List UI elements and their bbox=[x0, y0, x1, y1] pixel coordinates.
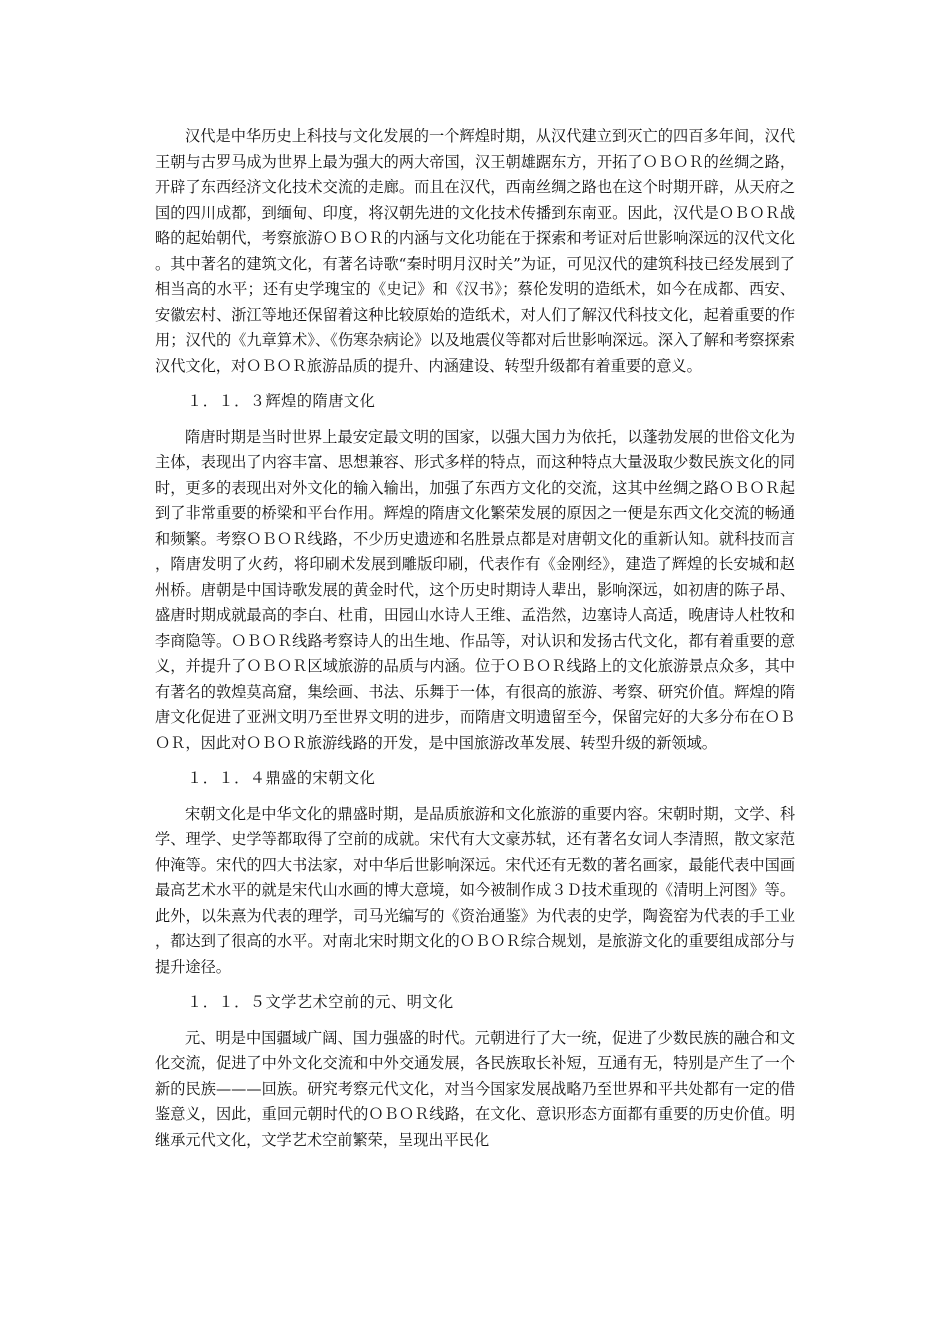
document-body bbox=[155, 124, 795, 1163]
paragraph-song: 宋朝文化是中华文化的鼎盛时期，是品质旅游和文化旅游的重要内容。宋朝时期，文学、科学、理学、史学等都取得了空前的成就。宋代有大文豪苏轼，还有著名女词人李清照，散文家范仲淹等。宋代的四大书法家，对中华后世影响深远。宋代还有无数的著名画家，最能代表中国画最高艺术水平的就是宋代山水画的博大意境，如今被制作成３Ｄ技术重现的《清明上河图》等。此外，以朱熹为代表的理学，司马光编写的《资治通鉴》为代表的史学，陶瓷窑为代表的手工业，都达到了很高的水平。对南北宋时期文化的ＯＢＯＲ综合规划，是旅游文化的重要组成部分与提升途径。 bbox=[155, 804, 795, 976]
paragraph-han-dynasty: 汉代是中华历史上科技与文化发展的一个辉煌时期，从汉代建立到灭亡的四百多年间，汉代王朝与古罗马成为世界上最为强大的两大帝国，汉王朝雄踞东方，开拓了ＯＢＯＲ的丝绸之路，开辟了东西经济文化技术交流的走廊。而且在汉代，西南丝绸之路也在这个时期开辟，从天府之国的四川成都，到缅甸、印度，将汉朝先进的文化技术传播到东南亚。因此，汉代是ＯＢＯＲ战略的起始朝代，考察旅游ＯＢＯＲ的内涵与文化功能在于探索和考证对后世影响深远的汉代文化。其中著名的建筑文化，有著名诗歌“秦时明月汉时关”为证，可见汉代的建筑科技已经发展到了相当高的水平；还有史学瑰宝的《史记》和《汉书》；蔡伦发明的造纸术，如今在成都、西安、安徽宏村、浙江等地还保留着这种比较原始的造纸术，对人们了解汉代科技文化，起着重要的作用；汉代的《九章算术》、《伤寒杂病论》以及地震仪等都对后世影响深远。深入了解和考察探索汉代文化，对ＯＢＯＲ旅游品质的提升、内涵建设、转型升级都有着重要的意义。 bbox=[155, 127, 795, 375]
section-heading-yuan-ming: １．１．５文学艺术空前的元、明文化 bbox=[187, 993, 454, 1011]
section-heading-sui-tang: １．１．３辉煌的隋唐文化 bbox=[187, 392, 376, 410]
paragraph-yuan-ming: 元、明是中国疆域广阔、国力强盛的时代。元朝进行了大一统，促进了少数民族的融合和文化交流，促进了中外文化交流和中外交通发展，各民族取长补短，互通有无，特别是产生了一个新的民族———回族。研究考察元代文化，对当今国家发展战略乃至世界和平共处都有一定的借鉴意义，因此，重回元朝时代的ＯＢＯＲ线路，在文化、意识形态方面都有重要的历史价值。明继承元代文化，文学艺术空前繁荣，呈现出平民化 bbox=[155, 1028, 795, 1149]
paragraph-sui-tang: 隋唐时期是当时世界上最安定最文明的国家，以强大国力为依托，以蓬勃发展的世俗文化为主体，表现出了内容丰富、思想兼容、形式多样的特点，而这种特点大量汲取少数民族文化的同时，更多的表现出对外文化的输入输出，加强了东西方文化的交流，这其中丝绸之路ＯＢＯＲ起到了非常重要的桥梁和平台作用。辉煌的隋唐文化繁荣发展的原因之一便是东西文化交流的畅通和频繁。考察ＯＢＯＲ线路，不少历史遗迹和名胜景点都是对唐朝文化的重新认知。就科技而言，隋唐发明了火药，将印刷术发展到雕版印刷，代表作有《金刚经》，建造了辉煌的长安城和赵州桥。唐朝是中国诗歌发展的黄金时代，这个历史时期诗人辈出，影响深远，如初唐的陈子昂、盛唐时期成就最高的李白、杜甫，田园山水诗人王维、孟浩然，边塞诗人高适，晚唐诗人杜牧和李商隐等。ＯＢＯＲ线路考察诗人的出生地、作品等，对认识和发扬古代文化，都有着重要的意义，并提升了ＯＢＯＲ区域旅游的品质与内涵。位于ＯＢＯＲ线路上的文化旅游景点众多，其中有著名的敦煌莫高窟，集绘画、书法、乐舞于一体，有很高的旅游、考察、研究价值。辉煌的隋唐文化促进了亚洲文明乃至世界文明的进步，而隋唐文明遗留至今，保留完好的大多分布在ＯＢＯＲ，因此对ＯＢＯＲ旅游线路的开发，是中国旅游改革发展、转型升级的新领域。 bbox=[155, 427, 795, 752]
section-heading-song: １．１．４鼎盛的宋朝文化 bbox=[187, 769, 376, 787]
